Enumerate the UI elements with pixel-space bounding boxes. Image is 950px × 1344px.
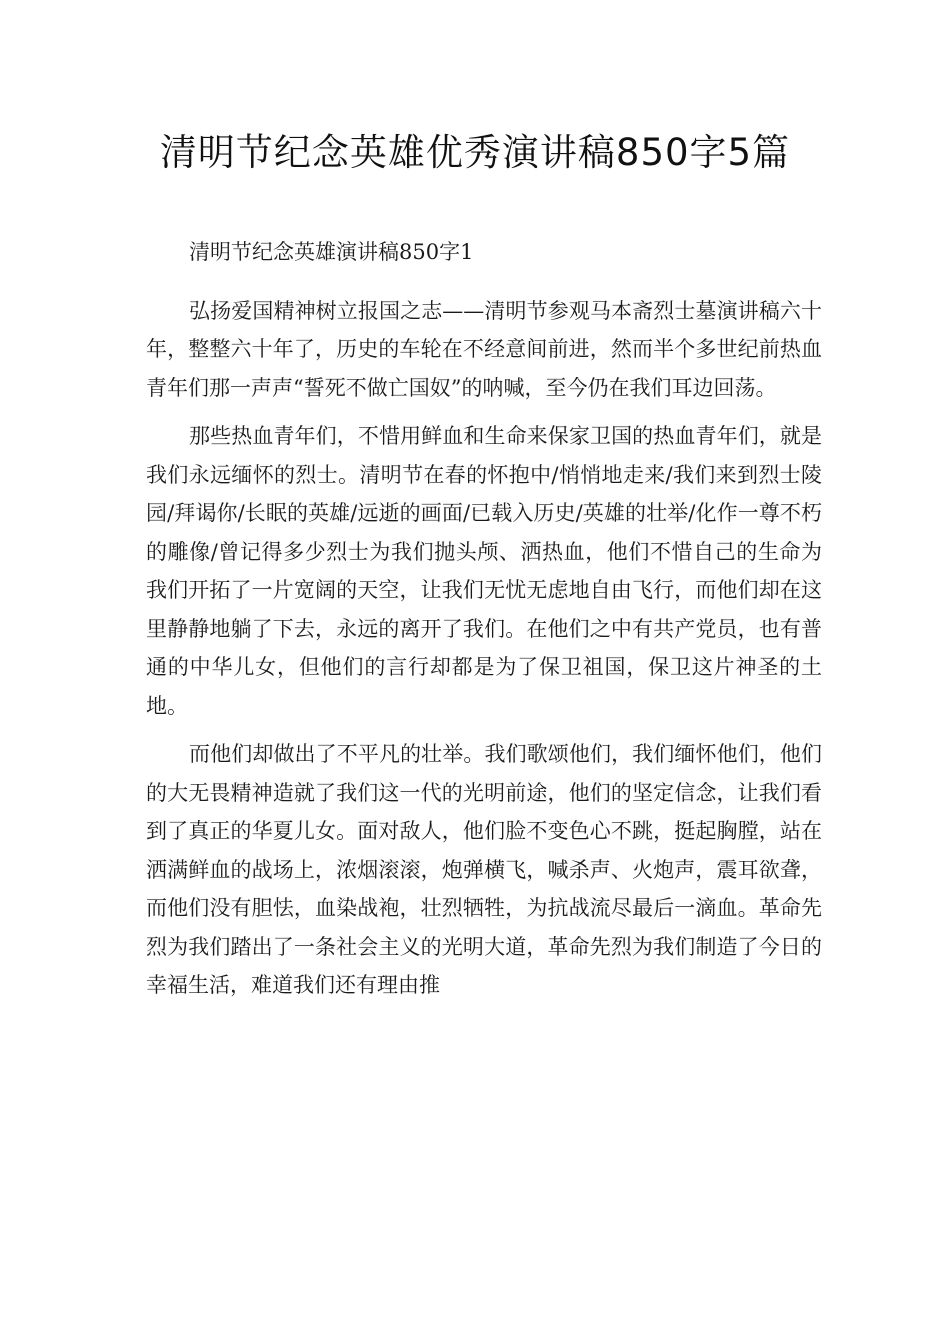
document-body xyxy=(146,233,822,1015)
paragraph-1: 弘扬爱国精神树立报国之志——清明节参观马本斋烈士墓演讲稿六十年，整整六十年了，历史的车轮在不经意间前进，然而半个多世纪前热血青年们那一声声“誓死不做亡国奴”的呐喊，至今仍在我们耳边回荡。 xyxy=(146,298,822,400)
paragraph-2: 那些热血青年们，不惜用鲜血和生命来保家卫国的热血青年们，就是我们永远缅怀的烈士。清明节在春的怀抱中/悄悄地走来/我们来到烈士陵园/拜谒你/长眠的英雄/远逝的画面/已载入历史/英雄的壮举/化作一尊不朽的雕像/曾记得多少烈士为我们抛头颅、洒热血，他们不惜自己的生命为我们开拓了一片宽阔的天空，让我们无忧无虑地自由飞行，而他们却在这里静静地躺了下去，永远的离开了我们。在他们之中有共产党员，也有普通的中华儿女，但他们的言行却都是为了保卫祖国，保卫这片神圣的土地。 xyxy=(146,424,822,718)
paragraph-3: 而他们却做出了不平凡的壮举。我们歌颂他们，我们缅怀他们，他们的大无畏精神造就了我们这一代的光明前途，他们的坚定信念，让我们看到了真正的华夏儿女。面对敌人，他们脸不变色心不跳，挺起胸膛，站在洒满鲜血的战场上，浓烟滚滚，炮弹横飞，喊杀声、火炮声，震耳欲聋，而他们没有胆怯，血染战袍，壮烈牺牲，为抗战流尽最后一滴血。革命先烈为我们踏出了一条社会主义的光明大道，革命先烈为我们制造了今日的幸福生活，难道我们还有理由推 xyxy=(146,742,822,997)
document-title: 清明节纪念英雄优秀演讲稿850字5篇 xyxy=(159,131,791,174)
section-heading: 清明节纪念英雄演讲稿850字1 xyxy=(189,240,474,264)
